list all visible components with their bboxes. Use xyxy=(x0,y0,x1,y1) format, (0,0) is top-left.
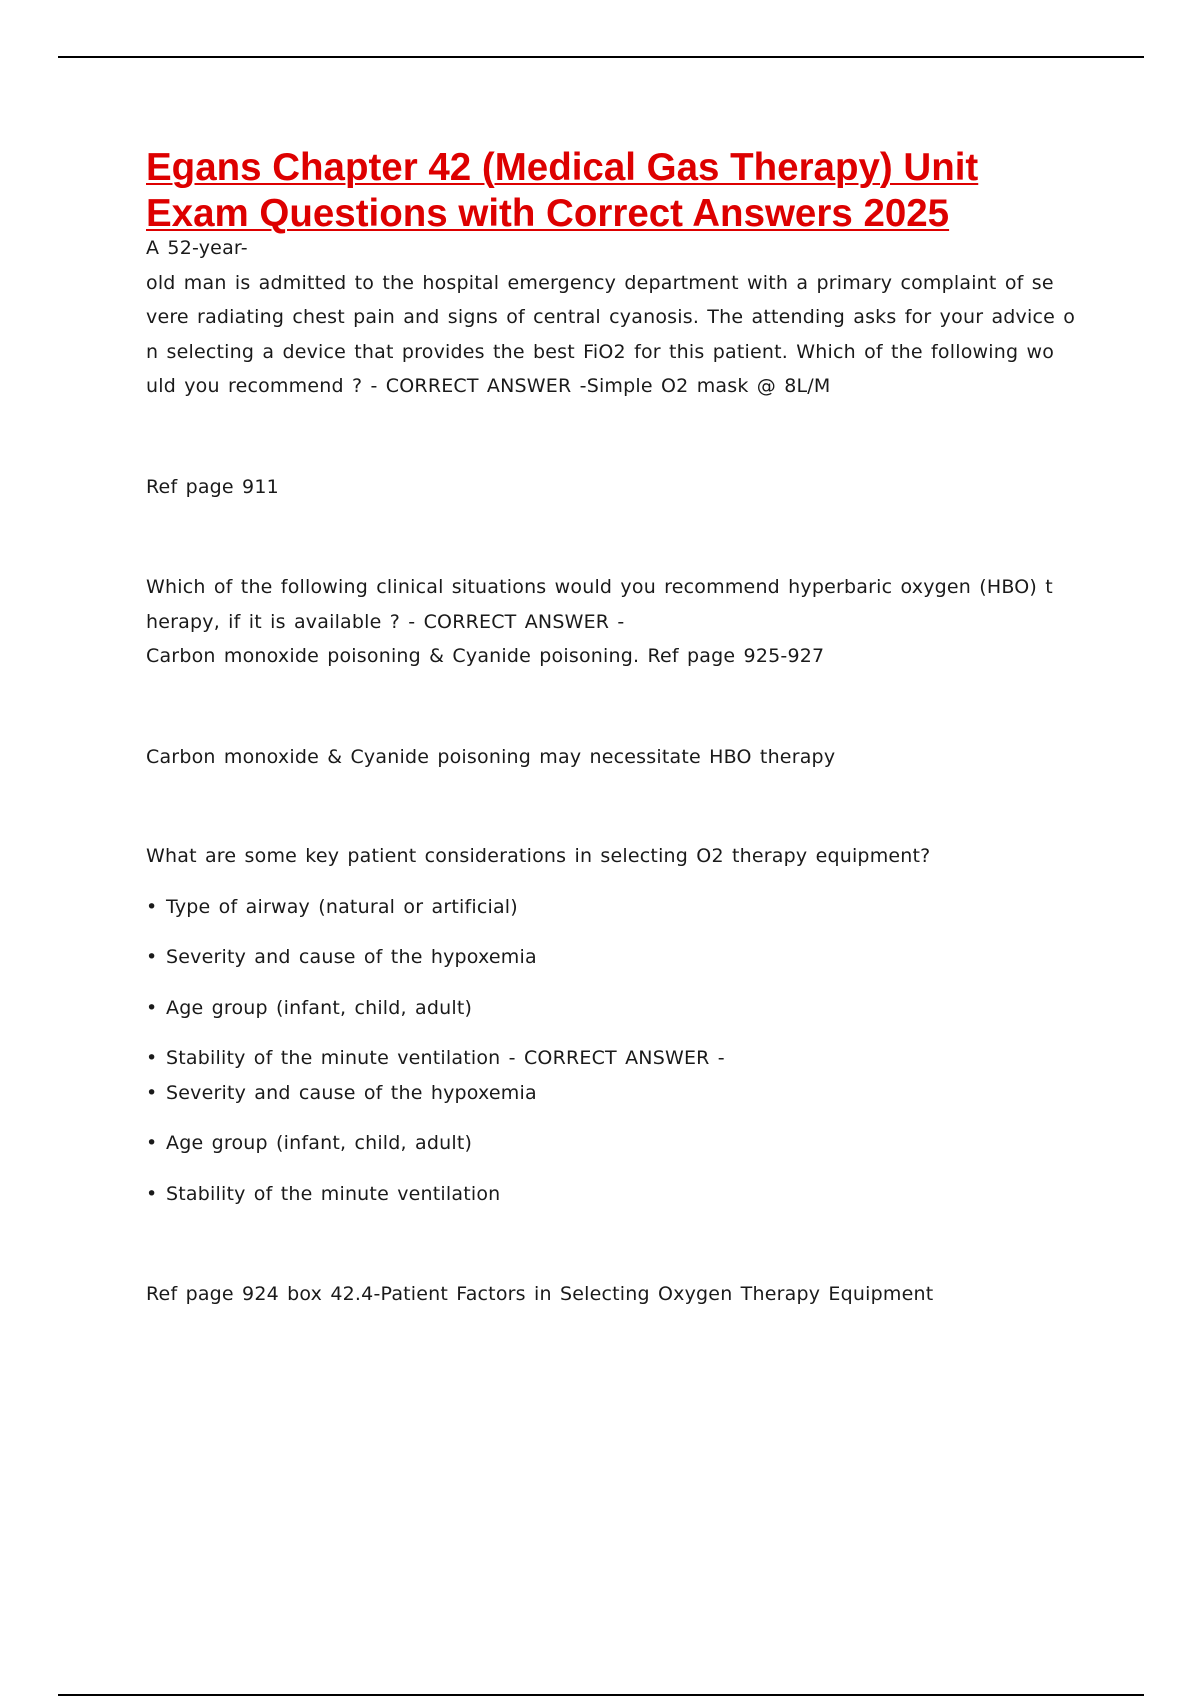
bullet-item xyxy=(146,1126,1086,1161)
bullet-item xyxy=(146,940,1086,975)
bullet-item xyxy=(146,1177,1086,1212)
bullet-icon: • xyxy=(146,946,158,968)
question-3-text: What are some key patient considerations in selecting O2 therapy equipment? xyxy=(146,845,931,867)
question-1-line-1: A 52-year- xyxy=(146,237,248,259)
document-title xyxy=(146,145,1086,237)
bullet-icon: • xyxy=(146,996,158,1019)
question-2-line-3: Carbon monoxide poisoning & Cyanide poisoning. Ref page 925-927 xyxy=(146,645,825,667)
footer-rule xyxy=(58,1694,1144,1696)
reference-3 xyxy=(146,1277,1086,1312)
reference-1 xyxy=(146,470,1086,505)
question-2-line-2: herapy, if it is available ? - CORRECT ANSWER - xyxy=(146,610,625,633)
document-body xyxy=(146,145,1086,1312)
reference-3-text: Ref page 924 box 42.4-Patient Factors in Selecting Oxygen Therapy Equipment xyxy=(146,1283,934,1305)
question-2 xyxy=(146,570,1086,674)
bullet-icon: • xyxy=(146,895,158,918)
note-2 xyxy=(146,740,1086,775)
bullet-item xyxy=(146,1041,1086,1076)
question-1-line-3: vere radiating chest pain and signs of central cyanosis. The attending asks for your advice o xyxy=(146,306,1076,328)
question-1-line-4: n selecting a device that provides the best FiO2 for this patient. Which of the following wo xyxy=(146,340,1055,363)
bullet-item xyxy=(146,1076,1086,1111)
question-1 xyxy=(146,231,1086,404)
bullet-icon: • xyxy=(146,1132,158,1154)
bullet-icon: • xyxy=(146,1081,158,1104)
question-3 xyxy=(146,839,1086,1211)
bullet-icon: • xyxy=(146,1047,158,1069)
bullet-text: Severity and cause of the hypoxemia xyxy=(166,1081,537,1104)
title-line-2: Exam Questions with Correct Answers 2025 xyxy=(146,192,950,235)
bullet-item xyxy=(146,991,1086,1026)
title-line-1: Egans Chapter 42 (Medical Gas Therapy) Unit xyxy=(146,146,979,189)
question-1-line-2: old man is admitted to the hospital emergency department with a primary complaint of se xyxy=(146,271,1054,294)
bullet-text: Stability of the minute ventilation xyxy=(166,1182,501,1205)
header-rule xyxy=(58,56,1144,58)
bullet-text: Stability of the minute ventilation - CORRECT ANSWER - xyxy=(166,1047,725,1069)
reference-1-text: Ref page 911 xyxy=(146,475,279,498)
bullet-text: Severity and cause of the hypoxemia xyxy=(166,946,537,968)
bullet-item xyxy=(146,890,1086,925)
note-2-text: Carbon monoxide & Cyanide poisoning may necessitate HBO therapy xyxy=(146,745,836,768)
bullet-text: Age group (infant, child, adult) xyxy=(166,996,473,1019)
bullet-text: Age group (infant, child, adult) xyxy=(166,1132,473,1154)
bullet-icon: • xyxy=(146,1182,158,1205)
question-1-line-5: uld you recommend ? - CORRECT ANSWER -Simple O2 mask @ 8L/M xyxy=(146,375,831,397)
bullet-text: Type of airway (natural or artificial) xyxy=(166,895,518,918)
question-2-line-1: Which of the following clinical situations would you recommend hyperbaric oxygen (HBO) t xyxy=(146,576,1053,598)
